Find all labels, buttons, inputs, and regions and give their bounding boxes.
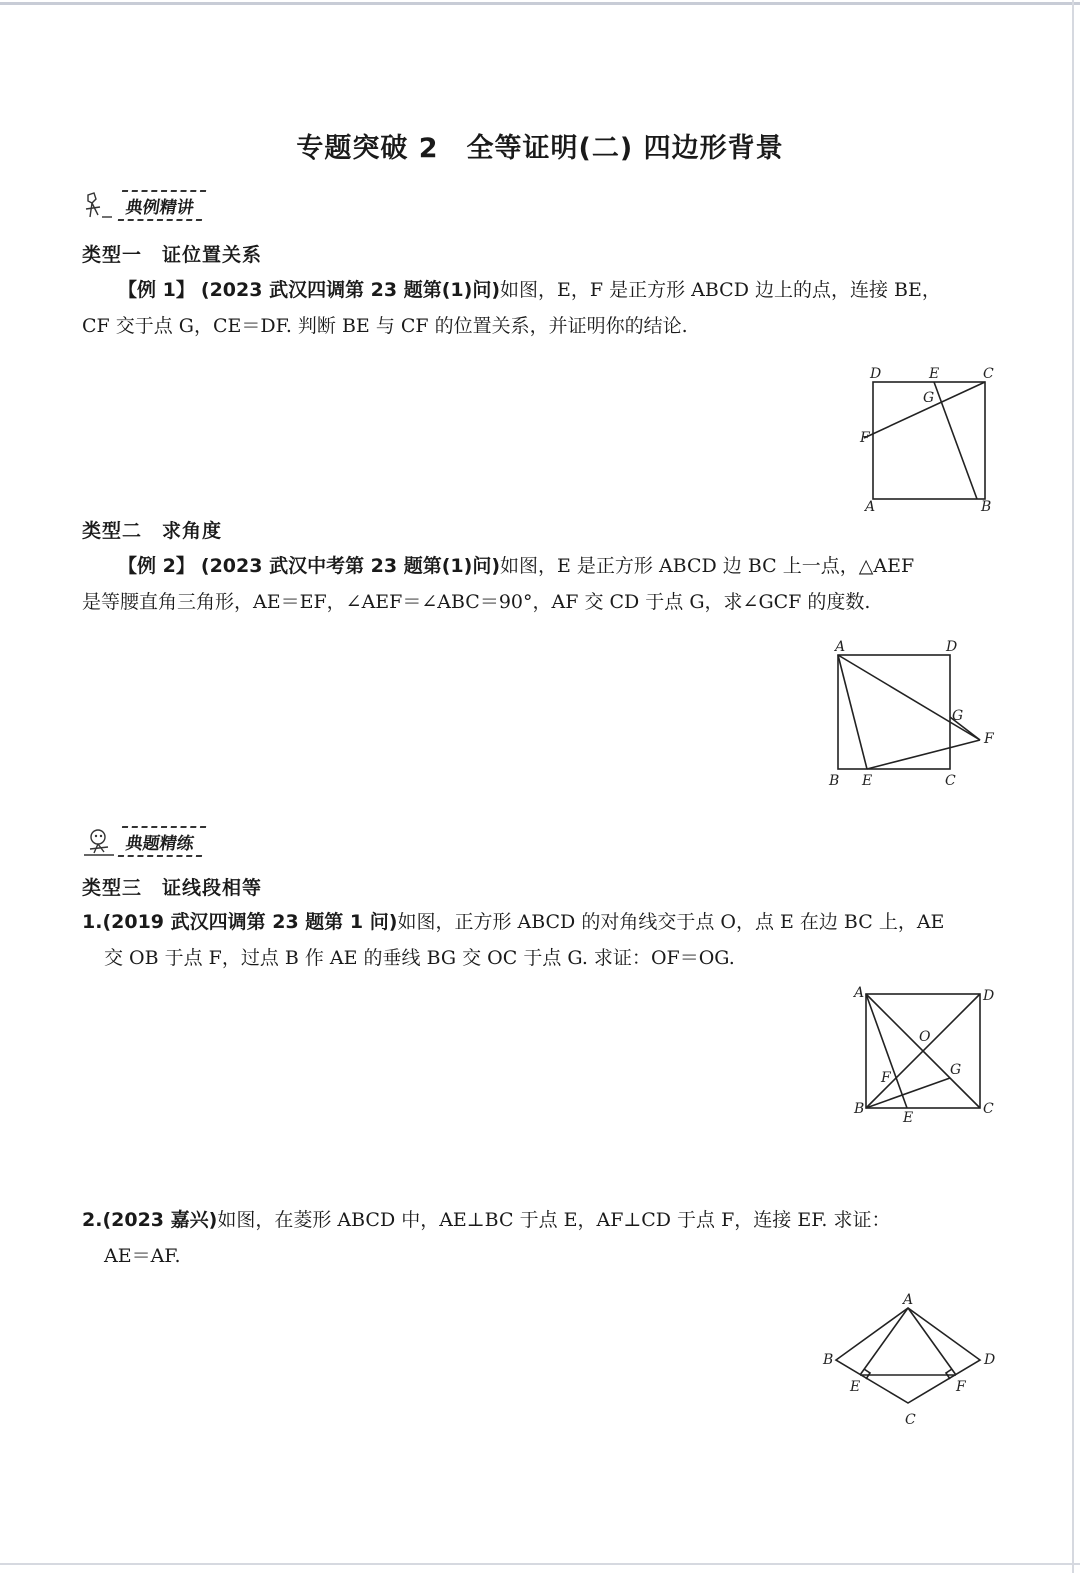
right-border bbox=[1072, 0, 1074, 1573]
figure-example-2 bbox=[822, 636, 1012, 796]
banner-examples bbox=[82, 190, 204, 221]
label-b: B bbox=[829, 773, 840, 789]
example-label: 【例 1】 bbox=[118, 279, 195, 301]
bottom-border bbox=[0, 1563, 1080, 1565]
question-1 bbox=[82, 904, 1002, 976]
label-a: A bbox=[903, 1292, 914, 1308]
section-type1: 类型一 证位置关系 bbox=[82, 244, 263, 266]
label-b: B bbox=[823, 1352, 834, 1368]
section-type3: 类型三 证线段相等 bbox=[82, 877, 263, 899]
label-d: D bbox=[946, 639, 958, 655]
mascot-icon bbox=[82, 827, 116, 857]
segment-bg bbox=[866, 1078, 950, 1108]
example-text-line2: 是等腰直角三角形，AE＝EF，∠AEF＝∠ABC＝90°，AF 交 CD 于点 G，求∠GCF 的度数. bbox=[82, 591, 871, 613]
label-f: F bbox=[984, 731, 994, 747]
segment-af bbox=[908, 1308, 956, 1375]
segment-ae bbox=[838, 655, 867, 769]
label-a: A bbox=[854, 985, 865, 1001]
segment-ae bbox=[860, 1308, 908, 1375]
label-c: C bbox=[905, 1412, 916, 1428]
label-g: G bbox=[952, 708, 964, 724]
label-d: D bbox=[870, 366, 882, 382]
example-text-line2: CF 交于点 G，CE＝DF. 判断 BE 与 CF 的位置关系，并证明你的结论. bbox=[82, 315, 688, 337]
question-text-line2: 交 OB 于点 F，过点 B 作 AE 的垂线 BG 交 OC 于点 G. 求证：OF＝OG. bbox=[104, 947, 735, 969]
question-source: (2019 武汉四调第 23 题第 1 问) bbox=[102, 911, 398, 933]
example-2 bbox=[82, 548, 1002, 620]
label-b: B bbox=[981, 499, 992, 515]
label-d: D bbox=[983, 988, 995, 1004]
page-title: 专题突破 2 全等证明(二) 四边形背景 bbox=[296, 133, 784, 164]
label-b: B bbox=[854, 1101, 865, 1117]
example-source: (2023 武汉四调第 23 题第(1)问) bbox=[200, 279, 501, 301]
question-text-line1: 如图，在菱形 ABCD 中，AE⊥BC 于点 E，AF⊥CD 于点 F，连接 EF. 求证： bbox=[217, 1209, 891, 1231]
top-border bbox=[0, 2, 1080, 5]
label-g: G bbox=[923, 390, 935, 406]
section-type2: 类型二 求角度 bbox=[82, 520, 223, 542]
segment-af bbox=[838, 655, 980, 740]
label-f: F bbox=[956, 1379, 966, 1395]
example-text-line1: 如图，E，F 是正方形 ABCD 边上的点，连接 BE， bbox=[500, 279, 941, 301]
label-e: E bbox=[929, 366, 940, 382]
example-label: 【例 2】 bbox=[118, 555, 195, 577]
label-e: E bbox=[850, 1379, 861, 1395]
question-number: 1. bbox=[82, 911, 103, 933]
question-text-line1: 如图，正方形 ABCD 的对角线交于点 O，点 E 在边 BC 上，AE bbox=[397, 911, 945, 933]
label-e: E bbox=[862, 773, 873, 789]
label-d: D bbox=[984, 1352, 996, 1368]
figure-question-1 bbox=[846, 982, 1006, 1127]
label-f: F bbox=[860, 430, 870, 446]
example-1 bbox=[82, 272, 1002, 344]
mascot-icon bbox=[82, 191, 116, 221]
segment-ef bbox=[867, 740, 980, 769]
label-o: O bbox=[919, 1029, 931, 1045]
label-c: C bbox=[983, 366, 994, 382]
figure-question-2 bbox=[816, 1290, 1006, 1435]
question-number: 2. bbox=[82, 1209, 103, 1231]
banner-label: 典例精讲 bbox=[118, 190, 206, 221]
banner-practice bbox=[82, 826, 204, 857]
question-source: (2023 嘉兴) bbox=[102, 1209, 218, 1231]
example-text-line1: 如图，E 是正方形 ABCD 边 BC 上一点，△AEF bbox=[500, 555, 915, 577]
label-g: G bbox=[950, 1062, 962, 1078]
label-f: F bbox=[881, 1070, 891, 1086]
label-c: C bbox=[983, 1101, 994, 1117]
example-source: (2023 武汉中考第 23 题第(1)问) bbox=[200, 555, 501, 577]
segment-be bbox=[934, 382, 977, 499]
label-c: C bbox=[945, 773, 956, 789]
banner-label: 典题精练 bbox=[118, 826, 206, 857]
question-2 bbox=[82, 1202, 1002, 1274]
label-a: A bbox=[865, 499, 876, 515]
label-e: E bbox=[903, 1110, 914, 1126]
segment-ae bbox=[866, 994, 907, 1108]
label-a: A bbox=[835, 639, 846, 655]
question-text-line2: AE＝AF. bbox=[104, 1245, 181, 1267]
figure-example-1 bbox=[850, 360, 1010, 520]
